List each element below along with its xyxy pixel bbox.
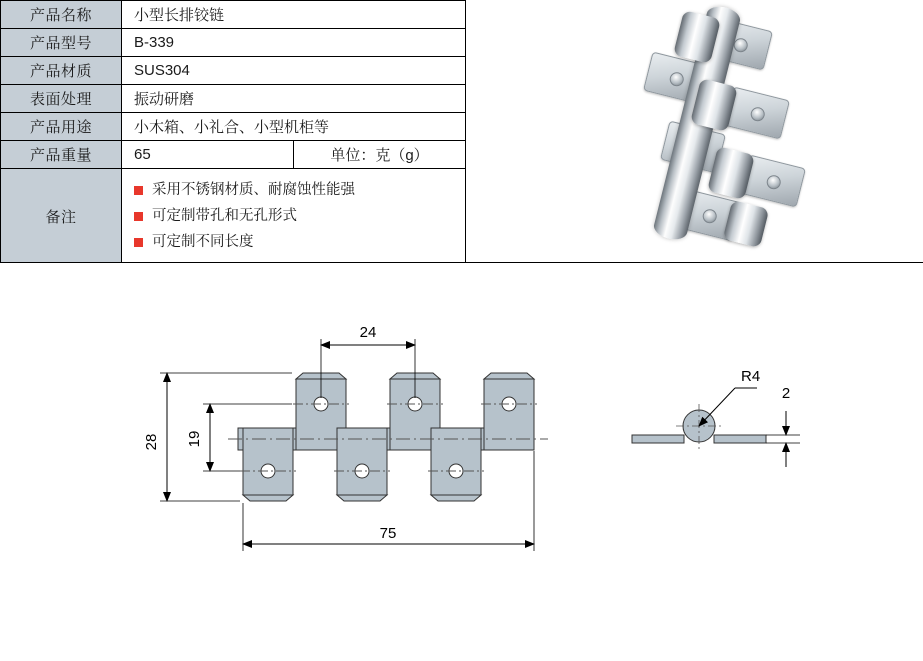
row-label-usage: 产品用途 bbox=[1, 113, 122, 141]
top-section bbox=[0, 0, 923, 262]
remark-text: 可定制带孔和无孔形式 bbox=[152, 208, 297, 224]
product-photo-image bbox=[466, 0, 923, 262]
row-label-surface-treatment: 表面处理 bbox=[1, 85, 122, 113]
table-row bbox=[1, 141, 466, 169]
row-value-remark bbox=[122, 169, 466, 264]
remark-text: 采用不锈钢材质、耐腐蚀性能强 bbox=[152, 182, 355, 198]
table-row bbox=[1, 113, 466, 141]
hinge-knuckle bbox=[723, 200, 770, 248]
table-row bbox=[1, 1, 466, 29]
specification-table bbox=[0, 0, 466, 264]
dimension-thickness: 2 bbox=[781, 385, 791, 402]
table-row-remark bbox=[1, 169, 466, 264]
row-label-weight: 产品重量 bbox=[1, 141, 122, 169]
list-item bbox=[134, 177, 465, 203]
table-row bbox=[1, 57, 466, 85]
square-bullet-icon bbox=[134, 212, 143, 221]
dimension-overall-length: 75 bbox=[379, 525, 397, 542]
table-row bbox=[1, 85, 466, 113]
row-value-weight: 65 bbox=[122, 141, 294, 169]
table-row bbox=[1, 29, 466, 57]
row-label-product-name: 产品名称 bbox=[1, 1, 122, 29]
row-value-weight-unit: 单位：克（g） bbox=[294, 141, 466, 169]
row-value-material: SUS304 bbox=[122, 57, 466, 85]
row-label-product-model: 产品型号 bbox=[1, 29, 122, 57]
dimension-hole-height: 19 bbox=[186, 430, 203, 448]
dimension-radius: R4 bbox=[741, 368, 761, 385]
row-value-product-name: 小型长排铰链 bbox=[122, 1, 466, 29]
hinge-illustration bbox=[584, 0, 824, 262]
dimension-hole-pitch: 24 bbox=[359, 324, 377, 341]
row-value-product-model: B-339 bbox=[122, 29, 466, 57]
list-item bbox=[134, 229, 465, 255]
product-photo bbox=[466, 0, 923, 262]
technical-drawing bbox=[0, 263, 923, 661]
square-bullet-icon bbox=[134, 238, 143, 247]
remark-list bbox=[134, 177, 465, 255]
list-item bbox=[134, 203, 465, 229]
row-value-usage: 小木箱、小礼合、小型机柜等 bbox=[122, 113, 466, 141]
row-label-remark: 备注 bbox=[1, 169, 122, 264]
row-label-material: 产品材质 bbox=[1, 57, 122, 85]
square-bullet-icon bbox=[134, 186, 143, 195]
dimension-overall-height: 28 bbox=[143, 433, 160, 451]
remark-text: 可定制不同长度 bbox=[152, 234, 254, 250]
row-value-surface-treatment: 振动研磨 bbox=[122, 85, 466, 113]
